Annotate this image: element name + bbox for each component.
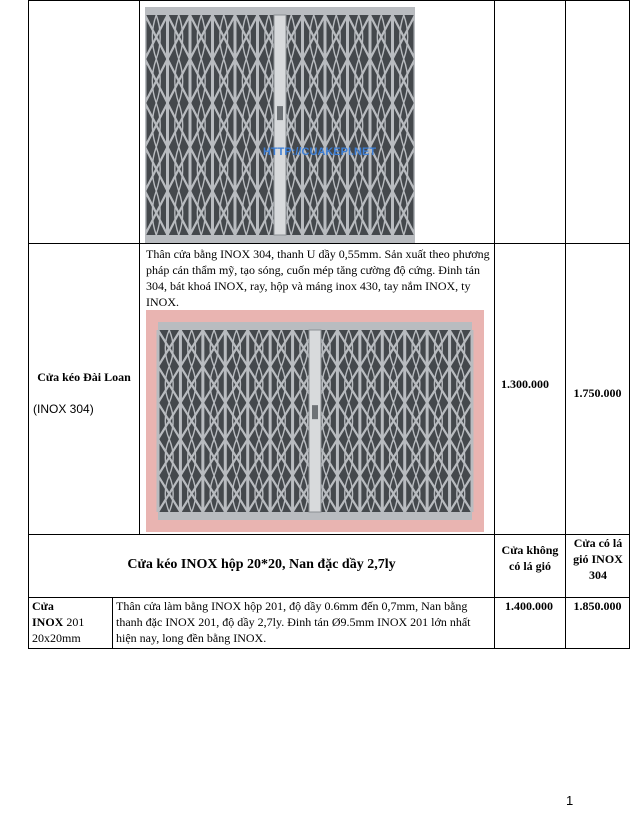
price-louver-201: 1.850.000: [573, 599, 622, 613]
section-header-cell: [28, 534, 495, 598]
row1-name-cell: [28, 0, 140, 244]
row3-description-cell: [112, 597, 495, 649]
row2-price-louver-cell: [565, 243, 630, 535]
top-gate-image: [145, 7, 415, 243]
row2-description-cell: [139, 243, 495, 535]
row3-name-cell: [28, 597, 113, 649]
row2-price-no-louver-cell: [494, 243, 566, 535]
row3-price-louver-cell: [565, 597, 630, 649]
product-size: 20x20mm: [32, 631, 81, 645]
section-title: Cửa kéo INOX hộp 20*20, Nan đặc dầy 2,7ly: [127, 557, 396, 572]
row1-description-cell: [139, 0, 495, 244]
row1-price-cell: [494, 0, 566, 244]
product-description-201: Thân cửa làm bằng INOX hộp 201, độ dầy 0.6mm đến 0,7mm, Nan bằng thanh đặc INOX 201, độ dầy 2,7ly. Đinh tán Ø9.5mm INOX 201 lớn nhất hiện nay, long đền bằng INOX.: [116, 599, 471, 645]
column-header-no-louver: Cửa không có lá gió: [494, 534, 566, 598]
price-no-louver-201: 1.400.000: [505, 599, 553, 613]
page-number: 1: [566, 793, 574, 808]
product-name-inox: INOX: [32, 615, 64, 629]
image-watermark: HTTP://CUAKEPI.NET: [263, 146, 377, 158]
price-no-louver: 1.300.000: [501, 377, 549, 391]
column-header-louver: Cửa có lá gió INOX 304: [565, 534, 630, 598]
product-name-line1: Cửa: [32, 599, 54, 613]
product-code: 201: [66, 615, 85, 629]
product-name: Cửa kéo Đài Loan: [37, 370, 131, 384]
product-description: Thân cửa bằng INOX 304, thanh U dầy 0,55mm. Sản xuất theo phương pháp cán thẩm mỹ, tạo sóng, cuốn mép tăng cường độ cứng. Đinh tán 304, bát khoá INOX, ray, hộp và máng inox 430, tay nắm INOX, ty INOX.: [146, 247, 490, 309]
taiwan-gate-image: [146, 310, 484, 532]
price-louver: 1.750.000: [573, 386, 622, 400]
row3-price-no-louver-cell: [494, 597, 566, 649]
product-material: (INOX 304): [33, 402, 94, 416]
row2-name-cell: [28, 243, 140, 535]
row1-price-cell-2: [565, 0, 630, 244]
